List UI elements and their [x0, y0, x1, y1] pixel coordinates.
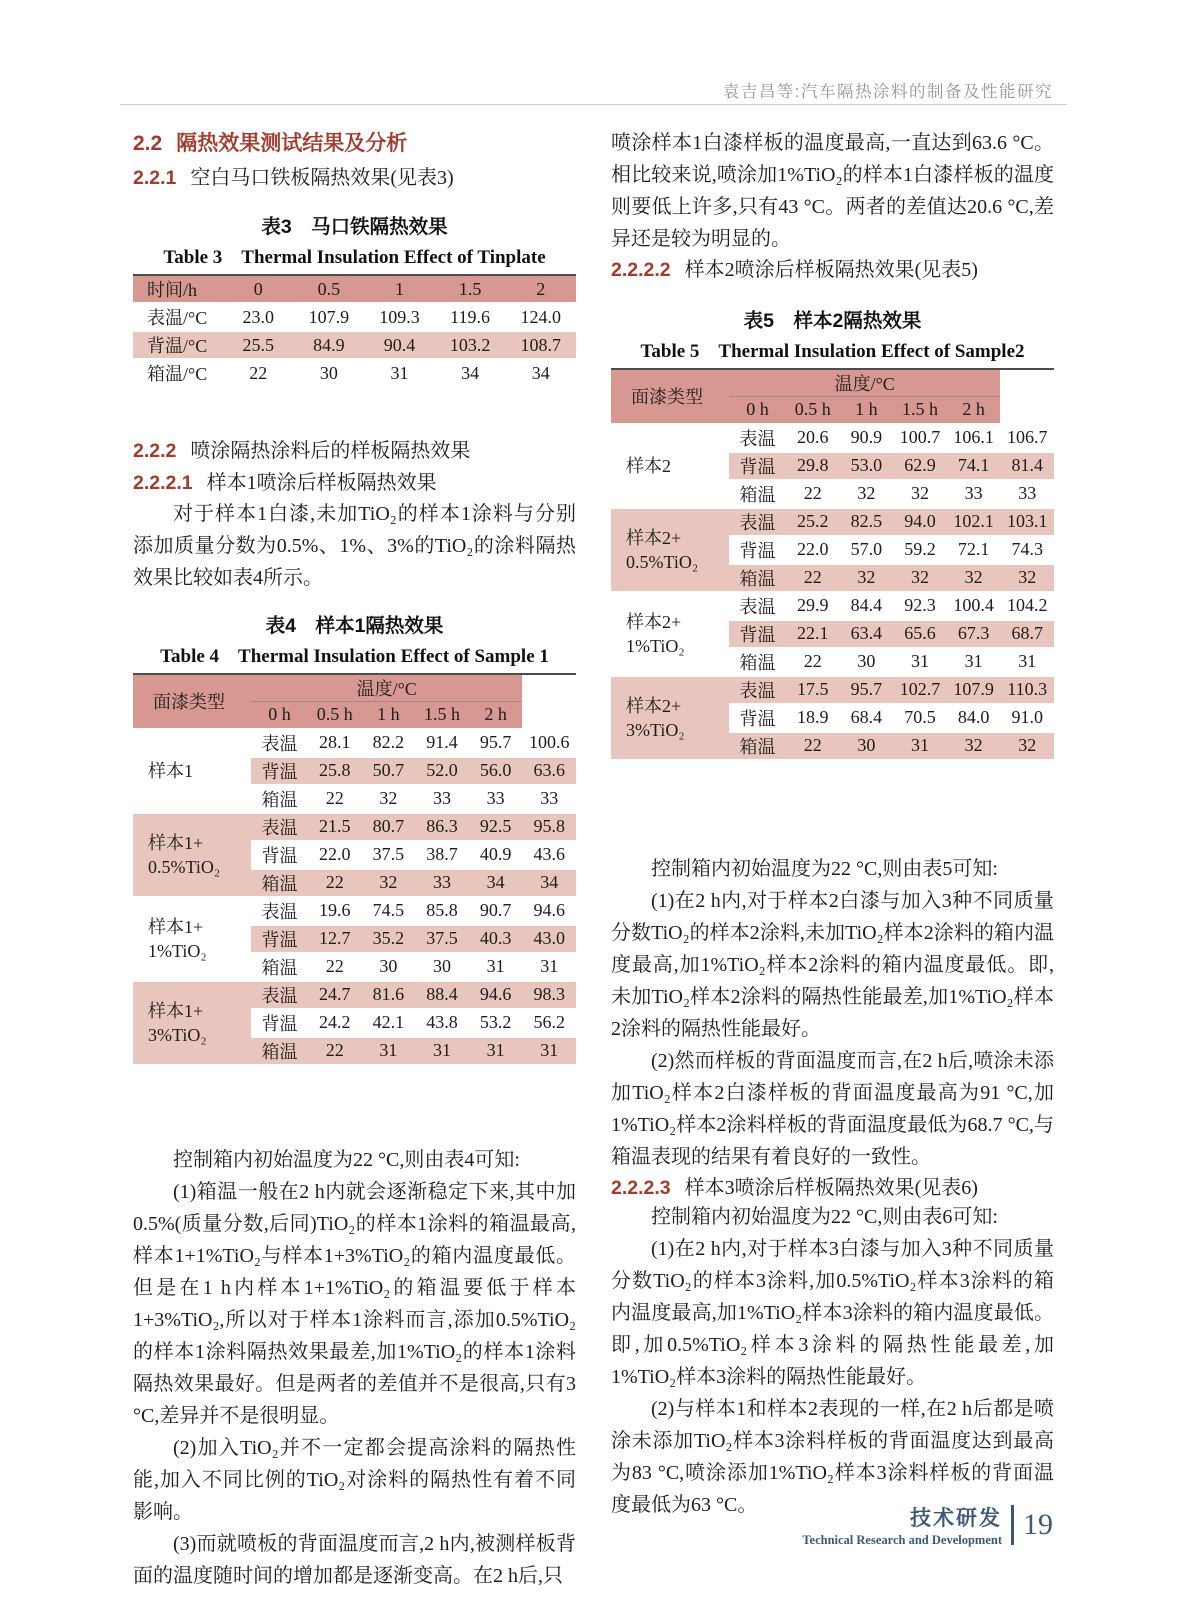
table-row	[611, 508, 1054, 536]
table-cell: 31	[522, 953, 576, 981]
table-cell: 43.0	[522, 925, 576, 953]
section-title: 样本1喷涂后样板隔热效果	[206, 472, 437, 494]
table-cell: 72.1	[947, 536, 1001, 564]
table-cell: 70.5	[893, 704, 947, 732]
table-row	[133, 813, 576, 841]
row-label: 箱温	[729, 564, 786, 592]
table-cell: 32	[947, 564, 1001, 592]
table-cell: 104.2	[1000, 592, 1054, 620]
table-row	[133, 359, 576, 387]
table-cell: 110.3	[1000, 676, 1054, 704]
table3-caption-cn: 表3 马口铁隔热效果	[261, 216, 448, 238]
footer-label-en: Technical Research and Development	[802, 1533, 1002, 1547]
row-label: 表温	[729, 508, 786, 536]
table-cell: 32	[893, 480, 947, 508]
table-cell: 22.1	[786, 620, 840, 648]
section-number: 2.2.2	[133, 440, 177, 462]
paragraph: 控制箱内初始温度为22 °C,则由表5可知:	[651, 857, 998, 880]
table-cell: 53.2	[469, 1009, 523, 1037]
column-header-hour: 1.5 h	[893, 397, 947, 424]
group-label-line: 样本2	[626, 455, 671, 476]
table-cell: 68.7	[1000, 620, 1054, 648]
table-cell: 63.6	[522, 757, 576, 785]
row-label: 背温	[251, 1009, 308, 1037]
table-cell: 30	[840, 648, 894, 676]
section-title: 喷涂隔热涂料后的样板隔热效果	[190, 440, 471, 462]
table-cell: 74.5	[362, 897, 416, 925]
table-cell: 65.6	[893, 620, 947, 648]
table-cell: 81.4	[1000, 452, 1054, 480]
table-cell: 34	[435, 359, 506, 387]
table-cell: 82.2	[362, 729, 416, 757]
group-label-line: 1%TiO₂	[148, 940, 207, 961]
table-cell: 31	[947, 648, 1001, 676]
row-group-label	[611, 676, 729, 760]
row-group-label	[611, 508, 729, 592]
row-group-label	[133, 813, 251, 897]
paragraph: (1)在2 h内,对于样本3白漆与加入3种不同质量分数TiO₂的样本3涂料,加0.5%TiO₂样本3涂料的箱内温度最高,加1%TiO₂样本3涂料的箱内温度最低。即,加0.5%TiO₂样本3涂料的隔热性能最差,加1%TiO₂样本3涂料的隔热性能最好。	[611, 1237, 1054, 1388]
table-cell: 31	[469, 1037, 523, 1065]
group-label-line: 3%TiO₂	[626, 719, 685, 740]
row-label: 背温	[729, 452, 786, 480]
table-cell: 91.4	[415, 729, 469, 757]
table-row	[611, 676, 1054, 704]
table-row	[133, 981, 576, 1009]
table-cell: 100.6	[522, 729, 576, 757]
table-cell: 33	[522, 785, 576, 813]
table-row	[133, 275, 576, 303]
table-4	[133, 673, 576, 1066]
row-label: 表温	[251, 729, 308, 757]
paragraph: (1)在2 h内,对于样本2白漆与加入3种不同质量分数TiO₂的样本2涂料,未加TiO₂样本2涂料的箱内温度最高,加1%TiO₂样本2涂料的箱内温度最低。即,未加TiO₂样本2涂料的隔热性能最差,加1%TiO₂样本2涂料的隔热性能最好。	[611, 889, 1054, 1040]
table-cell: 95.7	[840, 676, 894, 704]
table-cell: 81.6	[362, 981, 416, 1009]
column-header-hour: 0.5 h	[308, 702, 362, 729]
table-cell: 32	[1000, 564, 1054, 592]
paragraph: (1)箱温一般在2 h内就会逐渐稳定下来,其中加0.5%(质量分数,后同)TiO₂的样本1涂料的箱温最高,样本1+1%TiO₂与样本1+3%TiO₂的箱内温度最低。但是在1 h内样本1+1%TiO₂的箱温要低于样本1+3%TiO₂,所以对于样本1涂料而言,添加0.5%TiO₂的样本1涂料隔热效果最差,加1%TiO₂的样本1涂料隔热效果最好。但是两者的差值并不是很高,只有3 °C,差异并不是很明显。	[133, 1180, 576, 1427]
paragraph: (2)与样本1和样本2表现的一样,在2 h后都是喷涂未添加TiO₂样本3涂料样板的背面温度达到最高为83 °C,喷涂添加1%TiO₂样本3涂料样板的背面温度最低为63 °C。	[611, 1397, 1054, 1516]
paragraph: 喷涂样本1白漆样板的温度最高,一直达到63.6 °C。相比较来说,喷涂加1%TiO₂的样本1白漆样板的温度则要低上许多,只有43 °C。两者的差值达20.6 °C,差异还是较为明显的。	[611, 132, 1054, 250]
table-cell: 34	[522, 869, 576, 897]
table-cell: 0.5	[294, 275, 365, 303]
table-cell: 100.7	[893, 424, 947, 452]
table-cell: 56.2	[522, 1009, 576, 1037]
table-cell: 29.9	[786, 592, 840, 620]
group-label-line: 1%TiO₂	[626, 635, 685, 656]
table-cell: 31	[362, 1037, 416, 1065]
table-cell: 22	[786, 480, 840, 508]
table-cell: 17.5	[786, 676, 840, 704]
right-column	[611, 125, 1054, 1521]
table-cell: 119.6	[435, 303, 506, 331]
table-cell: 30	[415, 953, 469, 981]
table-cell: 37.5	[415, 925, 469, 953]
row-label: 背温	[729, 620, 786, 648]
table-cell: 92.3	[893, 592, 947, 620]
table-cell: 29.8	[786, 452, 840, 480]
table-cell: 109.3	[364, 303, 435, 331]
column-header-hour: 0 h	[729, 397, 786, 424]
row-group-label	[133, 729, 251, 813]
paragraph: (2)然而样板的背面温度而言,在2 h后,喷涂未添加TiO₂样本2白漆样板的背面温度最高为91 °C,加1%TiO₂样本2涂料样板的背面温度最低为68.7 °C,与箱温表现的结果有着良好的一致性。	[611, 1049, 1054, 1168]
group-label-line: 0.5%TiO₂	[626, 551, 699, 572]
table-cell: 68.4	[840, 704, 894, 732]
row-group-label	[611, 424, 729, 508]
table-cell: 50.7	[362, 757, 416, 785]
footer-section-label	[802, 1502, 1002, 1548]
table-cell: 57.0	[840, 536, 894, 564]
table-cell: 22	[786, 564, 840, 592]
table-cell: 25.5	[223, 331, 294, 359]
section-title: 样本3喷涂后样板隔热效果(见表6)	[684, 1176, 978, 1199]
group-label-line: 样本1+	[148, 832, 204, 853]
row-label: 背温	[729, 704, 786, 732]
table-cell: 67.3	[947, 620, 1001, 648]
table-cell: 32	[947, 732, 1001, 760]
column-header-coat-type: 面漆类型	[611, 369, 729, 424]
group-label-line: 样本1	[148, 760, 193, 781]
table-cell: 56.0	[469, 757, 523, 785]
section-number: 2.2.2.3	[611, 1176, 671, 1199]
page-footer	[802, 1502, 1053, 1548]
table-cell: 22	[308, 953, 362, 981]
table-cell: 31	[469, 953, 523, 981]
table-3	[133, 274, 576, 388]
table-cell: 32	[362, 785, 416, 813]
column-header-hour: 1 h	[362, 702, 416, 729]
column-header-temperature: 温度/°C	[251, 674, 522, 702]
row-label: 表温	[251, 897, 308, 925]
group-label-line: 样本2+	[626, 611, 682, 632]
table-cell: 84.4	[840, 592, 894, 620]
table3-caption-en: Table 3 Thermal Insulation Effect of Tinplate	[163, 247, 546, 268]
paragraph: 控制箱内初始温度为22 °C,则由表4可知:	[173, 1148, 520, 1171]
table-cell: 103.1	[1000, 508, 1054, 536]
table-row	[611, 592, 1054, 620]
table-cell: 30	[840, 732, 894, 760]
table-cell: 106.1	[947, 424, 1001, 452]
table-cell: 43.6	[522, 841, 576, 869]
table-cell: 34	[505, 359, 576, 387]
running-head: 袁吉昌等:汽车隔热涂料的制备及性能研究	[722, 83, 1053, 101]
section-heading-2-2-1	[133, 165, 576, 191]
row-label: 箱温	[251, 953, 308, 981]
table-cell: 88.4	[415, 981, 469, 1009]
table-cell: 53.0	[840, 452, 894, 480]
table-cell: 20.6	[786, 424, 840, 452]
table-cell: 40.9	[469, 841, 523, 869]
table-cell: 107.9	[947, 676, 1001, 704]
table-cell: 94.0	[893, 508, 947, 536]
row-label: 表温	[729, 676, 786, 704]
table-cell: 31	[522, 1037, 576, 1065]
row-group-label	[133, 897, 251, 981]
table-cell: 22	[786, 732, 840, 760]
table-cell: 31	[1000, 648, 1054, 676]
section-heading-2-2-2-1	[133, 470, 576, 496]
analysis-text-table4	[133, 1144, 576, 1592]
footer-label-cn: 技术研发	[910, 1507, 1002, 1530]
row-label: 箱温	[251, 1037, 308, 1065]
table-cell: 82.5	[840, 508, 894, 536]
paragraph: 对于样本1白漆,未加TiO₂的样本1涂料与分别添加质量分数为0.5%、1%、3%的TiO₂的涂料隔热效果比较如表4所示。	[133, 503, 576, 589]
group-label-line: 样本2+	[626, 527, 682, 548]
table-cell: 34	[469, 869, 523, 897]
left-column	[133, 125, 576, 1592]
table4-caption-cn: 表4 样本1隔热效果	[265, 615, 444, 637]
table-cell: 1	[364, 275, 435, 303]
table-cell: 33	[947, 480, 1001, 508]
table-row	[133, 303, 576, 331]
column-header-hour: 2 h	[469, 702, 523, 729]
table-cell: 22.0	[308, 841, 362, 869]
table-cell: 12.7	[308, 925, 362, 953]
section-number: 2.2	[133, 132, 163, 155]
section-heading-2-2	[133, 131, 576, 157]
table-cell: 22.0	[786, 536, 840, 564]
table-cell: 22	[308, 869, 362, 897]
row-label: 时间/h	[133, 275, 223, 303]
row-label: 表温	[729, 592, 786, 620]
table-cell: 19.6	[308, 897, 362, 925]
table-cell: 52.0	[415, 757, 469, 785]
column-header-hour: 1.5 h	[415, 702, 469, 729]
column-header-coat-type: 面漆类型	[133, 674, 251, 729]
section-heading-2-2-2-3	[611, 1175, 1054, 1201]
header-divider	[120, 104, 1067, 105]
paragraph: (3)而就喷板的背面温度而言,2 h内,被测样板背面的温度随时间的增加都是逐渐变高。在2 h后,只	[133, 1532, 576, 1587]
table-5	[611, 368, 1054, 761]
footer-divider-bar	[1011, 1505, 1014, 1545]
row-label: 箱温	[251, 869, 308, 897]
section-number: 2.2.1	[133, 167, 177, 189]
analysis-text-table5	[611, 853, 1054, 1521]
table-cell: 98.3	[522, 981, 576, 1009]
group-label-line: 样本1+	[148, 916, 204, 937]
table-header-row	[133, 674, 576, 702]
table-cell: 24.2	[308, 1009, 362, 1037]
group-label-line: 3%TiO₂	[148, 1024, 207, 1045]
table-cell: 43.8	[415, 1009, 469, 1037]
row-group-label	[611, 592, 729, 676]
group-label-line: 0.5%TiO₂	[148, 856, 221, 877]
table-cell: 85.8	[415, 897, 469, 925]
table-row	[611, 424, 1054, 452]
row-label: 箱温	[729, 648, 786, 676]
section-title: 隔热效果测试结果及分析	[176, 132, 408, 155]
table-cell: 33	[415, 785, 469, 813]
column-header-hour: 0 h	[251, 702, 308, 729]
table-cell: 32	[893, 564, 947, 592]
row-label: 背温	[729, 536, 786, 564]
table-cell: 90.4	[364, 331, 435, 359]
table-cell: 22	[786, 648, 840, 676]
table-cell: 33	[415, 869, 469, 897]
table-cell: 32	[840, 564, 894, 592]
table-cell: 92.5	[469, 813, 523, 841]
table-cell: 28.1	[308, 729, 362, 757]
table-cell: 18.9	[786, 704, 840, 732]
table-cell: 86.3	[415, 813, 469, 841]
table-cell: 0	[223, 275, 294, 303]
row-label: 表温/°C	[133, 303, 223, 331]
table-cell: 32	[1000, 732, 1054, 760]
table-cell: 107.9	[294, 303, 365, 331]
table-cell: 32	[840, 480, 894, 508]
table-cell: 84.0	[947, 704, 1001, 732]
section-number: 2.2.2.1	[133, 472, 193, 494]
row-label: 表温	[251, 981, 308, 1009]
row-label: 箱温	[251, 785, 308, 813]
row-label: 背温	[251, 757, 308, 785]
row-label: 表温	[729, 424, 786, 452]
table-cell: 25.8	[308, 757, 362, 785]
table-cell: 95.8	[522, 813, 576, 841]
table-cell: 74.1	[947, 452, 1001, 480]
table-cell: 42.1	[362, 1009, 416, 1037]
column-header-hour: 0.5 h	[786, 397, 840, 424]
table-cell: 102.1	[947, 508, 1001, 536]
table-cell: 35.2	[362, 925, 416, 953]
table-cell: 31	[364, 359, 435, 387]
table-row	[133, 897, 576, 925]
table-cell: 33	[469, 785, 523, 813]
table-cell: 22	[308, 785, 362, 813]
table-cell: 37.5	[362, 841, 416, 869]
table-cell: 31	[893, 648, 947, 676]
table-cell: 22	[308, 1037, 362, 1065]
table-cell: 90.7	[469, 897, 523, 925]
table-cell: 21.5	[308, 813, 362, 841]
table-cell: 24.7	[308, 981, 362, 1009]
table-cell: 30	[294, 359, 365, 387]
table-cell: 80.7	[362, 813, 416, 841]
section-number: 2.2.2.2	[611, 259, 671, 281]
row-label: 背温	[251, 841, 308, 869]
table-cell: 1.5	[435, 275, 506, 303]
table4-caption-en: Table 4 Thermal Insulation Effect of Sample 1	[160, 646, 549, 667]
table-row	[133, 729, 576, 757]
group-label-line: 样本1+	[148, 1000, 204, 1021]
group-label-line: 样本2+	[626, 695, 682, 716]
column-header-hour: 2 h	[947, 397, 1001, 424]
paragraph: 控制箱内初始温度为22 °C,则由表6可知:	[651, 1205, 998, 1228]
table5-caption-en: Table 5 Thermal Insulation Effect of Sample2	[640, 341, 1025, 362]
table-cell: 91.0	[1000, 704, 1054, 732]
table-cell: 32	[362, 869, 416, 897]
table-cell: 103.2	[435, 331, 506, 359]
table-cell: 62.9	[893, 452, 947, 480]
table-cell: 31	[893, 732, 947, 760]
table-cell: 22	[223, 359, 294, 387]
row-label: 背温	[251, 925, 308, 953]
table-cell: 90.9	[840, 424, 894, 452]
row-label: 箱温/°C	[133, 359, 223, 387]
table-cell: 2	[505, 275, 576, 303]
table-cell: 84.9	[294, 331, 365, 359]
table-cell: 23.0	[223, 303, 294, 331]
column-header-hour: 1 h	[840, 397, 894, 424]
section-heading-2-2-2	[133, 438, 576, 464]
row-label: 箱温	[729, 480, 786, 508]
table-cell: 102.7	[893, 676, 947, 704]
page-number: 19	[1023, 1508, 1053, 1541]
table-cell: 100.4	[947, 592, 1001, 620]
table-cell: 106.7	[1000, 424, 1054, 452]
section-heading-2-2-2-2	[611, 257, 1054, 283]
row-label: 背温/°C	[133, 331, 223, 359]
table-cell: 30	[362, 953, 416, 981]
section-title: 样本2喷涂后样板隔热效果(见表5)	[684, 259, 978, 281]
table-header-row	[611, 369, 1054, 397]
table-row	[133, 331, 576, 359]
table-cell: 94.6	[522, 897, 576, 925]
row-group-label	[133, 981, 251, 1065]
table-cell: 95.7	[469, 729, 523, 757]
table-cell: 40.3	[469, 925, 523, 953]
row-label: 表温	[251, 813, 308, 841]
table-cell: 33	[1000, 480, 1054, 508]
paragraph: (2)加入TiO₂并不一定都会提高涂料的隔热性能,加入不同比例的TiO₂对涂料的隔热性有着不同影响。	[133, 1436, 576, 1523]
column-header-temperature: 温度/°C	[729, 369, 1000, 397]
section-title: 空白马口铁板隔热效果(见表3)	[190, 167, 454, 189]
table-cell: 59.2	[893, 536, 947, 564]
table-cell: 63.4	[840, 620, 894, 648]
table-cell: 25.2	[786, 508, 840, 536]
table-cell: 94.6	[469, 981, 523, 1009]
table-cell: 108.7	[505, 331, 576, 359]
table5-caption-cn: 表5 样本2隔热效果	[743, 310, 922, 332]
row-label: 箱温	[729, 732, 786, 760]
table-cell: 38.7	[415, 841, 469, 869]
table-cell: 31	[415, 1037, 469, 1065]
table-cell: 74.3	[1000, 536, 1054, 564]
table-cell: 124.0	[505, 303, 576, 331]
